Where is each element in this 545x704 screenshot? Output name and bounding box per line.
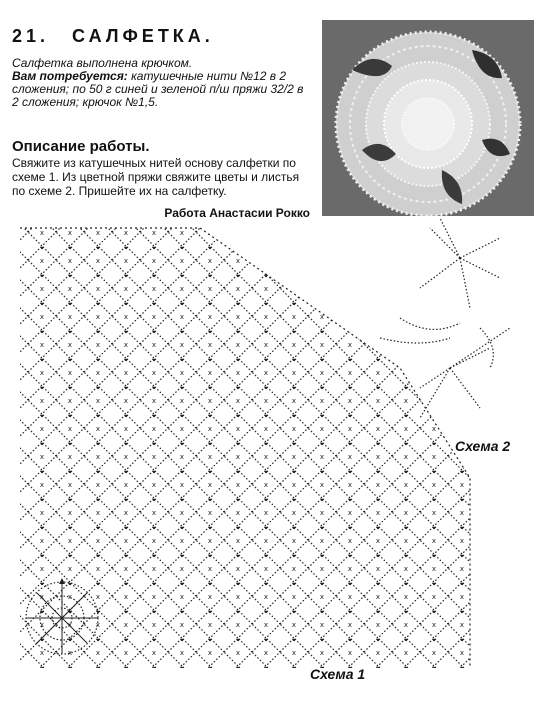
materials-list: катушечные нити №12 в 2 сложения; по 50 г синей и зеленой п/ш пряжи 32/2 в 2 сложения; крючок №1,5. xyxy=(12,69,304,109)
doily-photo xyxy=(322,20,534,216)
schema1-label: Схема 1 xyxy=(310,666,366,682)
materials-text xyxy=(12,70,312,109)
intro-line: Салфетка выполнена крючком. xyxy=(12,56,193,70)
article-heading: САЛФЕТКА. xyxy=(72,26,214,46)
author-credit: Работа Анастасии Рокко xyxy=(164,206,310,220)
crochet-diagram-svg xyxy=(0,218,545,699)
intro-block xyxy=(12,57,312,109)
crochet-diagram xyxy=(0,218,545,699)
schema1-mesh xyxy=(15,223,475,673)
article-number: 21. xyxy=(12,26,50,46)
schema2-label: Схема 2 xyxy=(455,438,511,454)
description-text: Свяжите из катушечных нитей основу салфетки по схеме 1. Из цветной пряжи свяжите цветы и листья по схеме 2. Пришейте их на салфетку. xyxy=(12,156,300,198)
materials-label: Вам потребуется: xyxy=(12,69,128,83)
description-heading: Описание работы. xyxy=(12,138,150,155)
doily-photo-image xyxy=(322,20,534,216)
article-title xyxy=(12,26,214,47)
